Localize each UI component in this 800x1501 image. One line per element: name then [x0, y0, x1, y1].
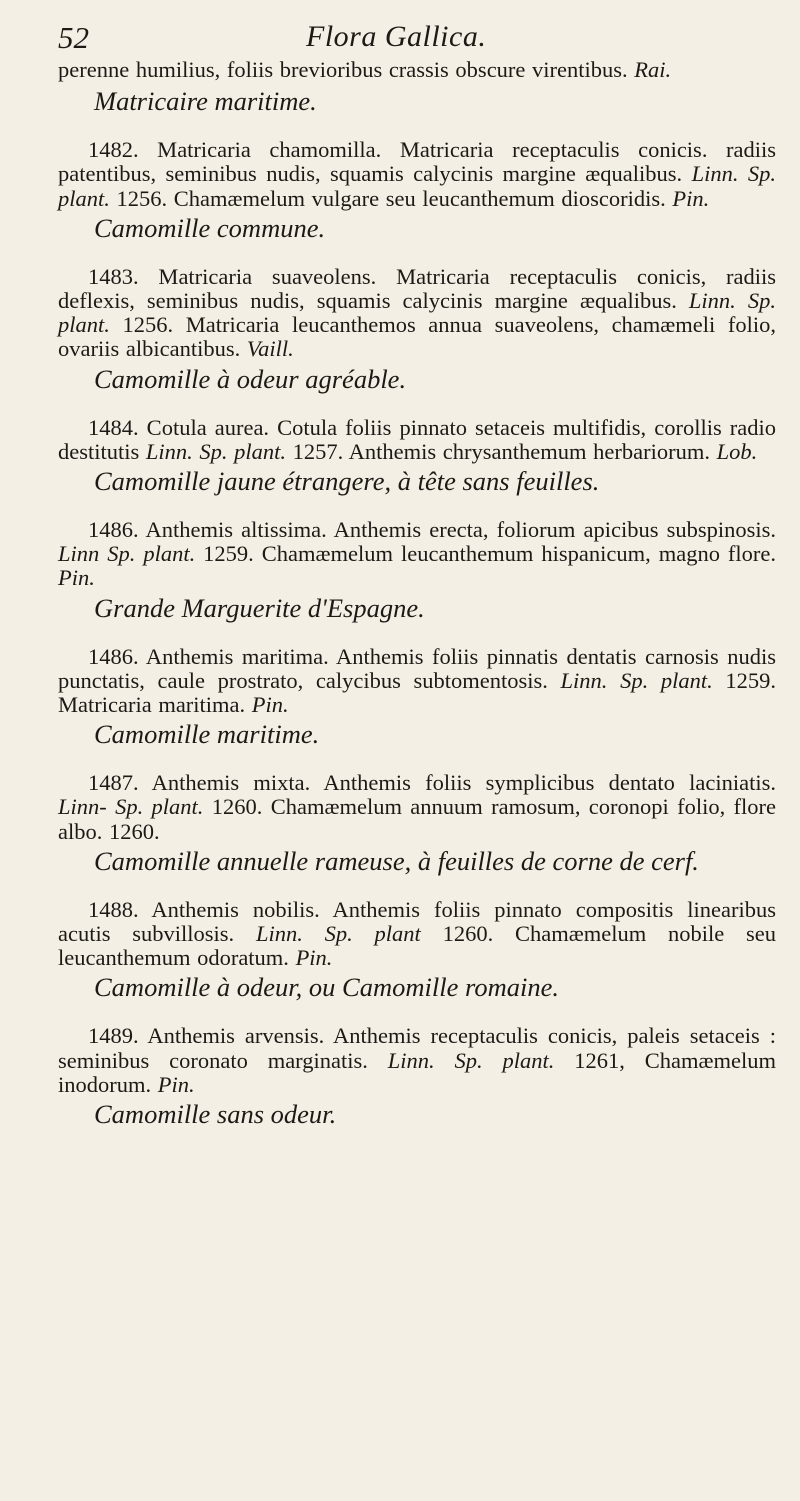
entry-1488: [58, 898, 776, 1003]
common-name: Camomille annuelle rameuse, à feuilles de corne de cerf.: [94, 845, 699, 876]
common-name: Camomille jaune étrangere, à tête sans feuilles.: [94, 466, 600, 497]
entry-1486-maritima: [58, 645, 776, 750]
common-name: Camomille commune.: [94, 212, 326, 243]
entry-1489: [58, 1024, 776, 1129]
entry-1482: [58, 138, 776, 243]
running-title: Flora Gallica.: [306, 20, 487, 53]
entry-1484: [58, 416, 776, 496]
entry-text: 1486. Anthemis maritima. Anthemis foliis pinnatis dentatis carnosis nudis punctatis, caule prostrato, calycibus subtomentosis. Linn. Sp. plant. 1259. Matricaria maritima. Pin.: [58, 643, 777, 718]
entry-text: 1486. Anthemis altissima. Anthemis erecta, foliorum apicibus subspinosis. Linn Sp. plant. 1259. Chamæmelum leucanthemum hispanicum, magno flore. Pin.: [58, 517, 776, 591]
continued-entry: [58, 58, 776, 116]
common-name: Camomille à odeur, ou Camomille romaine.: [94, 972, 559, 1003]
entry-1486-altissima: [58, 518, 776, 623]
entry-text: 1483. Matricaria suaveolens. Matricaria receptaculis conicis, radiis deflexis, seminibus nudis, squamis calycinis margine æqualibus. Linn. Sp. plant. 1256. Matricaria leucanthemos annua suaveolens, chamæmeli folio, ovariis albicantibus. Vaill.: [58, 263, 777, 362]
entry-text: 1488. Anthemis nobilis. Anthemis foliis pinnato compositis linearibus acutis subvillosis. Linn. Sp. plant 1260. Chamæmelum nobile seu leucanthemum odoratum. Pin.: [58, 896, 776, 971]
common-name: Matricaire maritime.: [94, 86, 317, 117]
entry-text: 1489. Anthemis arvensis. Anthemis receptaculis conicis, paleis setaceis : seminibus coronato marginatis. Linn. Sp. plant. 1261, Chamæmelum inodorum. Pin.: [58, 1023, 777, 1097]
entry-1483: [58, 265, 776, 394]
page-number: 52: [58, 20, 89, 55]
page-header: [58, 18, 776, 58]
entry-1487: [58, 771, 776, 876]
common-name: Grande Marguerite d'Espagne.: [94, 592, 425, 623]
common-name: Camomille sans odeur.: [94, 1099, 337, 1130]
entry-text: perenne humilius, foliis brevioribus crassis obscure virentibus. Rai.: [58, 57, 672, 82]
entry-text: 1487. Anthemis mixta. Anthemis foliis symplicibus dentato laciniatis. Linn- Sp. plant. 1260. Chamæmelum annuum ramosum, coronopi folio, flore albo. 1260.: [58, 770, 777, 844]
common-name: Camomille à odeur agréable.: [94, 363, 407, 394]
entry-text: 1484. Cotula aurea. Cotula foliis pinnato setaceis multifidis, corollis radio destitutis Linn. Sp. plant. 1257. Anthemis chrysanthemum herbariorum. Lob.: [58, 414, 776, 464]
common-name: Camomille maritime.: [94, 719, 320, 750]
entry-text: 1482. Matricaria chamomilla. Matricaria receptaculis conicis. radiis patentibus, seminibus nudis, squamis calycinis margine æqualibus. Linn. Sp. plant. 1256. Chamæmelum vulgare seu leucanthemum dioscoridis. Pin.: [58, 137, 777, 211]
